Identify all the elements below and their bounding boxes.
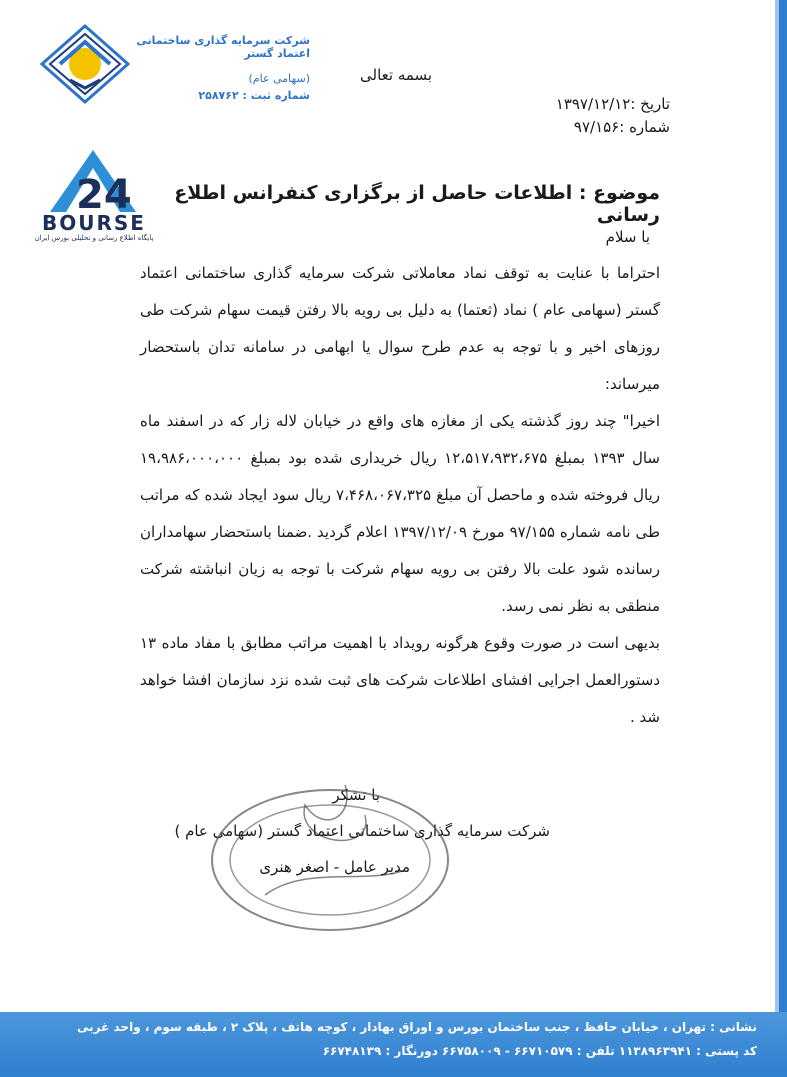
- company-logo-icon: [40, 24, 130, 104]
- letter-date: تاریخ :۱۳۹۷/۱۲/۱۲: [555, 95, 670, 113]
- footer-contact: کد پستی : ۱۱۳۸۹۶۳۹۴۱ تلفن : ۶۶۷۱۰۵۷۹ - ۶۶۷۵۸۰۰۹ دورنگار : ۶۶۷۴۸۱۳۹: [322, 1044, 757, 1058]
- paragraph-1: احتراما با عنایت به توقف نماد معاملاتی شرکت سرمایه گذاری ساختمانی اعتماد گستر (سهامی عام ) نماد (ثعتما) به دلیل بی رویه بالا رفتن قیمت سهام شرکت طی روزهای اخیر و با توجه به عدم طرح سوال یا ابهامی در سامانه تدان باستحضار میرساند:: [140, 264, 660, 393]
- letter-greeting: با سلام: [605, 228, 650, 246]
- company-header: [120, 34, 310, 102]
- svg-text:24: 24: [76, 172, 132, 216]
- footer: [0, 1012, 787, 1077]
- signer-company: شرکت سرمایه گذاری ساختمانی اعتماد گستر (سهامی عام ): [174, 822, 550, 840]
- letter-number: شماره :۹۷/۱۵۶: [573, 118, 670, 136]
- bourse-logo: [28, 146, 158, 246]
- bourse-emblem-icon: [28, 146, 158, 216]
- basmala: بسمه تعالی: [360, 66, 433, 84]
- signer-name: مدیر عامل - اصغر هنری: [259, 858, 410, 876]
- registration-number: شماره ثبت : ۲۵۸۷۶۲: [198, 89, 310, 102]
- footer-address: نشانی : تهران ، خیابان حافظ ، جنب ساختمان بورس و اوراق بهادار ، کوچه هاتف ، پلاک ۲ ، طبقه سوم ، واحد غربی: [77, 1020, 757, 1034]
- paragraph-2: اخیرا" چند روز گذشته یکی از مغازه های واقع در خیابان لاله زار که در اسفند ماه سال ۱۳۹۳ بمبلغ ۱۲،۵۱۷،۹۳۲،۶۷۵ ریال خریداری شده بود بمبلغ ۱۹،۹۸۶،۰۰۰،۰۰۰ ریال فروخته شده و ماحصل آن مبلغ ۷،۴۶۸،۰۶۷،۳۲۵ ریال سود ایجاد شده که مراتب طی نامه شماره ۹۷/۱۵۵ مورخ ۱۳۹۷/۱۲/۰۹ اعلام گردید .ضمنا باستحضار سهامداران رسانده شود علت بالا رفتن بی رویه سهام شرکت با توجه به زیان انباشته شرکت منطقی به نظر نمی رسد.: [140, 412, 661, 615]
- right-blue-strip: [775, 0, 787, 1012]
- company-type: (سهامی عام): [248, 72, 310, 85]
- letter-subject: موضوع : اطلاعات حاصل از برگزاری کنفرانس اطلاع رسانی: [174, 182, 660, 226]
- paragraph-3: بدیهی است در صورت وقوع هرگونه رویداد با اهمیت مراتب مطابق با مفاد ماده ۱۳ دستورالعمل اجرایی افشای اطلاعات شرکت های ثبت شده نزد سازمان افشا خواهد شد .: [140, 634, 660, 726]
- bourse-wordmark: BOURSE: [42, 211, 146, 235]
- company-name: شرکت سرمایه گذاری ساختمانی اعتماد گستر: [136, 34, 310, 60]
- bourse-subtitle: پایگاه اطلاع رسانی و تحلیلی بورس ایران: [34, 234, 154, 242]
- letter-body: [140, 255, 660, 736]
- closing-thanks: با تشکر: [332, 786, 380, 804]
